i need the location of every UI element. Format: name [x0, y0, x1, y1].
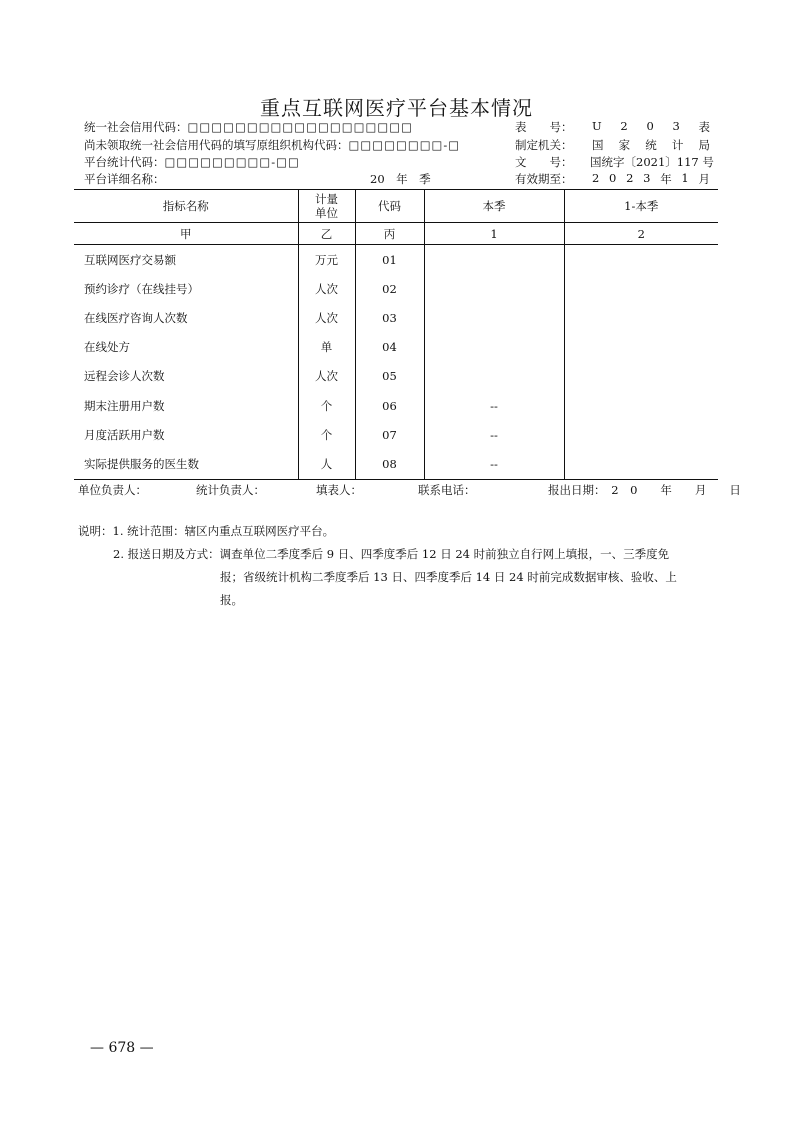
- column-label: 2: [564, 223, 718, 245]
- indicator-code: 04: [355, 333, 424, 362]
- form-no-char: 2: [620, 119, 628, 133]
- current-quarter-cell: --: [424, 420, 564, 449]
- cumulative-cell[interactable]: [564, 303, 718, 332]
- form-no-char: U: [592, 119, 602, 133]
- platform-name-label: 平台详细名称：: [84, 172, 165, 186]
- indicator-name: 实际提供服务的医生数: [74, 449, 298, 479]
- current-quarter-cell[interactable]: [424, 303, 564, 332]
- column-label: 甲: [74, 223, 298, 245]
- indicator-code: 07: [355, 420, 424, 449]
- table-row: [74, 420, 718, 449]
- indicator-code: 06: [355, 391, 424, 420]
- valid-char: 1: [681, 171, 689, 185]
- indicator-unit: 人次: [298, 362, 355, 391]
- current-quarter-cell[interactable]: [424, 274, 564, 303]
- platform-code-line: [84, 154, 300, 170]
- indicator-unit: 个: [298, 391, 355, 420]
- table-row: [74, 245, 718, 275]
- authority-char: 国: [592, 138, 604, 152]
- header-current-quarter: 本季: [424, 190, 564, 223]
- header-unit-line2: 单位: [315, 206, 338, 220]
- indicator-name: 期末注册用户数: [74, 391, 298, 420]
- authority-char: 局: [698, 138, 710, 152]
- current-quarter-cell: --: [424, 449, 564, 479]
- filler-label: 填表人：: [316, 483, 362, 497]
- platform-code-label: 平台统计代码：: [84, 155, 165, 169]
- note-line-1: 说明：1. 统计范围：辖区内重点互联网医疗平台。: [78, 524, 335, 538]
- indicator-code: 08: [355, 449, 424, 479]
- cumulative-cell[interactable]: [564, 333, 718, 362]
- valid-char: 3: [643, 171, 651, 185]
- header-code: 代码: [355, 190, 424, 223]
- column-label: 1: [424, 223, 564, 245]
- authority-char: 家: [618, 138, 631, 152]
- valid-char: 月: [698, 172, 710, 186]
- org-code-label: 尚未领取统一社会信用代码的填写原组织机构代码：: [84, 138, 349, 152]
- authority-value: [592, 137, 710, 153]
- table-row: [74, 303, 718, 332]
- header-cumulative: 1-本季: [564, 190, 718, 223]
- valid-char: 2: [592, 171, 600, 185]
- column-label: 丙: [355, 223, 424, 245]
- credit-code-label: 统一社会信用代码：: [84, 120, 188, 134]
- indicator-code: 03: [355, 303, 424, 332]
- indicator-code: 01: [355, 245, 424, 275]
- cumulative-cell[interactable]: [564, 274, 718, 303]
- valid-until-value: [592, 171, 710, 187]
- note-line-4: 报。: [220, 593, 243, 607]
- cumulative-cell[interactable]: [564, 245, 718, 275]
- valid-until-label: 有效期至：: [515, 172, 573, 186]
- indicator-code: 05: [355, 362, 424, 391]
- current-quarter-cell[interactable]: [424, 245, 564, 275]
- current-quarter-cell: --: [424, 391, 564, 420]
- header-unit: [298, 190, 355, 223]
- indicator-code: 02: [355, 274, 424, 303]
- table-row: [74, 449, 718, 479]
- doc-no-label: 文 号：: [515, 155, 573, 169]
- current-quarter-cell[interactable]: [424, 362, 564, 391]
- indicator-unit: 人次: [298, 274, 355, 303]
- credit-code-boxes: □□□□□□□□□□□□□□□□□□□: [187, 120, 413, 134]
- indicator-unit: 单: [298, 333, 355, 362]
- note-line-2: 2. 报送日期及方式：调查单位二季度季后 9 日、四季度季后 12 日 24 时前独立自行网上填报，一、三季度免: [113, 547, 670, 561]
- authority-char: 统: [645, 138, 657, 152]
- cumulative-cell[interactable]: [564, 449, 718, 479]
- doc-no-value: 国统字〔2021〕117 号: [590, 155, 714, 169]
- header-unit-line1: 计量: [315, 192, 338, 206]
- form-no-value: [592, 119, 710, 135]
- indicator-name: 在线处方: [74, 333, 298, 362]
- indicator-name: 月度活跃用户数: [74, 420, 298, 449]
- indicator-unit: 人次: [298, 303, 355, 332]
- indicator-unit: 人: [298, 449, 355, 479]
- document-title: 重点互联网医疗平台基本情况: [260, 96, 533, 120]
- authority-label: 制定机关：: [515, 138, 573, 152]
- cumulative-cell[interactable]: [564, 362, 718, 391]
- indicator-unit: 个: [298, 420, 355, 449]
- table-row: [74, 274, 718, 303]
- indicator-name: 远程会诊人次数: [74, 362, 298, 391]
- current-quarter-cell[interactable]: [424, 333, 564, 362]
- cumulative-cell[interactable]: [564, 391, 718, 420]
- stats-head-label: 统计负责人：: [196, 483, 265, 497]
- form-no-char: 表: [698, 120, 710, 134]
- phone-label: 联系电话：: [418, 483, 476, 497]
- valid-char: 2: [626, 171, 634, 185]
- form-no-char: 0: [646, 119, 654, 133]
- platform-code-boxes: □□□□□□□□□-□□: [164, 155, 300, 169]
- valid-char: 年: [660, 172, 672, 186]
- org-code-line: [84, 137, 460, 153]
- note-line-3: 报；省级统计机构二季度季后 13 日、四季度季后 14 日 24 时前完成数据审核、验收、上: [220, 570, 677, 584]
- unit-head-label: 单位负责人：: [78, 483, 147, 497]
- table-header-row: [74, 190, 718, 223]
- indicator-name: 在线医疗咨询人次数: [74, 303, 298, 332]
- column-label-row: [74, 223, 718, 245]
- header-indicator-name: 指标名称: [74, 190, 298, 223]
- report-date-label: 报出日期： 2 0 年 月 日: [548, 483, 741, 497]
- credit-code-line: [84, 119, 413, 135]
- valid-char: 0: [609, 171, 617, 185]
- form-no-label: 表 号：: [515, 120, 573, 134]
- table-row: [74, 362, 718, 391]
- report-period: 20 年 季: [370, 172, 431, 186]
- form-no-char: 3: [672, 119, 680, 133]
- indicator-name: 预约诊疗（在线挂号）: [74, 274, 298, 303]
- indicator-table: [74, 189, 718, 480]
- page-number: — 678 —: [90, 1040, 154, 1056]
- authority-char: 计: [671, 138, 684, 152]
- table-row: [74, 391, 718, 420]
- org-code-boxes: □□□□□□□□-□: [348, 138, 461, 152]
- cumulative-cell[interactable]: [564, 420, 718, 449]
- table-row: [74, 333, 718, 362]
- column-label: 乙: [298, 223, 355, 245]
- indicator-unit: 万元: [298, 245, 355, 275]
- indicator-name: 互联网医疗交易额: [74, 245, 298, 275]
